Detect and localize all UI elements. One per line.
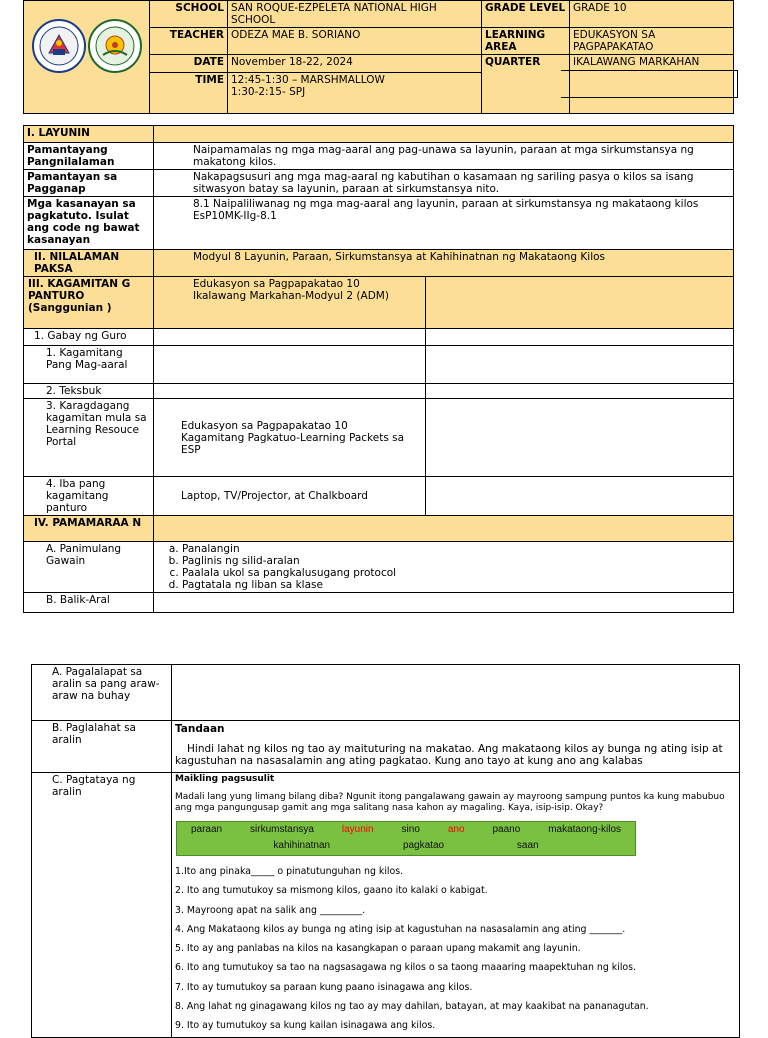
karagdagang-text: Edukasyon sa Pagpapakatao 10 Kagamitang Pagkatuo-Learning Packets sa ESP	[154, 399, 426, 477]
paglalapat-value	[172, 665, 740, 721]
word-bank-word: layunin	[341, 824, 374, 835]
word-bank-word: kahihinatnan	[273, 840, 331, 851]
tandaan-text: Hindi lahat ng kilos ng tao ay maituturing na makatao. Ang makataong kilos ay bunga ng ating isip at kagustuhan na nasasalamin ang ating pagkatao. Kung ano tayo at kung ano ang kalabas	[175, 743, 723, 767]
quarter-value: IKALAWANG MARKAHAN	[570, 55, 734, 114]
word-bank-word: paano	[492, 824, 521, 835]
teksbuk-value	[154, 384, 426, 399]
word-bank-word: saan	[516, 840, 539, 851]
time-value: 12:45-1:30 – MARSHMALLOW 1:30-2:15- SPJ	[228, 73, 482, 114]
objectives-table	[23, 125, 734, 613]
pamantayang-pangnilalaman-label: Pamantayang Pangnilalaman	[24, 143, 154, 170]
maikling-title: Maikling pagsusulit	[175, 774, 275, 784]
quiz-question: 3. Mayroong apat na salik ang _________.	[175, 904, 366, 916]
kasanayan-text: 8.1 Naipaliliwanag ng mga mag-aaral ang layunin, paraan at sirkumstansya ng makataong kilos EsP10MK-IIg-8.1	[154, 197, 734, 250]
kasanayan-label: Mga kasanayan sa pagkatuto. Isulat ang code ng bawat kasanayan	[24, 197, 154, 250]
list-item: b. Paglinis ng silid-aralan	[182, 555, 730, 567]
list-item: c. Paalala ukol sa pangkalusugang protocol	[182, 567, 730, 579]
list-item: a. Panalangin	[182, 543, 730, 555]
pamamaraan-empty	[154, 516, 734, 542]
question-list	[175, 862, 736, 1036]
nilalaman-label: II. NILALAMAN PAKSA	[24, 250, 154, 277]
tandaan-cell	[172, 721, 740, 773]
teacher-value: ODEZA MAE B. SORIANO	[228, 28, 482, 55]
grade-level-value: GRADE 10	[570, 1, 734, 28]
deped-seal-icon	[32, 19, 86, 73]
layunin-empty	[154, 126, 734, 143]
panimulang-list	[154, 543, 730, 591]
iba-text: Laptop, TV/Projector, at Chalkboard	[154, 477, 426, 516]
tandaan-title: Tandaan	[175, 723, 225, 735]
teksbuk-extra	[426, 384, 734, 399]
teksbuk-label: 2. Teksbuk	[24, 384, 154, 399]
iba-extra	[426, 477, 734, 516]
kagamitang-value	[154, 346, 426, 384]
pamantayang-pangnilalaman-text: Naipamamalas ng mga mag-aaral ang pag-unawa sa layunin, paraan at mga sirkumstansya ng makatong kilos.	[154, 143, 734, 170]
quiz-question: 1.Ito ang pinaka_____ o pinatutunguhan ng kilos.	[175, 866, 404, 877]
balik-aral-value	[154, 593, 734, 613]
balik-aral-label: B. Balik-Aral	[24, 593, 154, 613]
date-value: November 18-22, 2024	[228, 55, 482, 73]
panimulang-list-cell	[154, 542, 734, 593]
procedure-table	[31, 664, 740, 1038]
quiz-question: 9. Ito ay tumutukoy sa kung kailan isinagawa ang kilos.	[175, 1020, 436, 1032]
kagamitang-extra	[426, 346, 734, 384]
learning-area-value: EDUKASYON SA PAGPAPAKATAO	[570, 28, 734, 55]
teacher-label: TEACHER	[150, 28, 228, 55]
time-label: TIME	[150, 73, 228, 114]
nilalaman-text: Modyul 8 Layunin, Paraan, Sirkumstansya at Kahihinatnan ng Makataong Kilos	[154, 250, 734, 277]
kagamitang-label: 1. Kagamitang Pang Mag-aaral	[24, 346, 154, 384]
paglalapat-label: A. Pagalalapat sa aralin sa pang araw-araw na buhay	[32, 665, 172, 721]
word-bank-row	[177, 838, 635, 854]
pamamaraan-label: IV. PAMAMARAA N	[24, 516, 154, 542]
quarter-label: QUARTER	[482, 55, 570, 114]
quiz-cell	[172, 773, 740, 1038]
quiz-question: 5. Ito ay ang panlabas na kilos na kasangkapan o paraan upang makamit ang layunin.	[175, 943, 581, 955]
school-seal-icon	[88, 19, 142, 73]
pagtataya-label: C. Pagtataya ng aralin	[32, 773, 172, 1038]
gabay-label: 1. Gabay ng Guro	[24, 329, 154, 346]
paglalahat-label: B. Paglalahat sa aralin	[32, 721, 172, 773]
word-bank-word: ano	[447, 824, 465, 835]
learning-area-label: LEARNING AREA	[482, 28, 570, 55]
quiz-question: 6. Ito ang tumutukoy sa tao na nagsasagawa ng kilos o sa taong maaaring maapektuhan ng kilos.	[175, 962, 637, 974]
kagamitan-text: Edukasyon sa Pagpapakatao 10 Ikalawang Markahan-Modyul 2 (ADM)	[154, 277, 426, 329]
list-item: d. Pagtatala ng liban sa klase	[182, 579, 730, 591]
word-bank-word: paraan	[190, 824, 223, 835]
grade-level-label: GRADE LEVEL	[482, 1, 570, 28]
pamantayan-pagganap-text: Nakapagsusuri ang mga mag-aaral ng kabutihan o kasamaan ng sariling pasya o kilos sa isang sitwasyon batay sa layunin, paraan at sirkumstansya nito.	[154, 170, 734, 197]
word-bank-word: sirkumstansya	[250, 824, 314, 835]
iba-label: 4. Iba pang kagamitang panturo	[24, 477, 154, 516]
layunin-heading: I. LAYUNIN	[24, 126, 154, 143]
gabay-extra	[426, 329, 734, 346]
word-bank	[176, 821, 636, 856]
pamantayan-pagganap-label: Pamantayan sa Pagganap	[24, 170, 154, 197]
panimulang-label: A. Panimulang Gawain	[24, 542, 154, 593]
quiz-instructions: Madali lang yung limang bilang diba? Ngunit itong pangalawang gawain ay mayroong sampung puntos ka kung mabubuo ang mga pangungusap gamit ang mga salitang nasa kahon ay magaling. Kaya, isip-isip. Okay?	[175, 792, 725, 813]
school-value: SAN ROQUE-EZPELETA NATIONAL HIGH SCHOOL	[228, 1, 482, 28]
quiz-question: 4. Ang Makataong kilos ay bunga ng ating isip at kagustuhan na nasasalamin ang ating _______.	[175, 923, 626, 935]
word-bank-word: makataong-kilos	[548, 824, 622, 835]
logo-cell	[24, 1, 150, 114]
quiz-question: 7. Ito ay tumutukoy sa paraan kung paano isinagawa ang kilos.	[175, 981, 473, 993]
quiz-question: 8. Ang lahat ng ginagawang kilos ng tao ay may dahilan, batayan, at may kaakibat na pananagutan.	[175, 1001, 649, 1013]
karagdagang-extra	[426, 399, 734, 477]
karagdagang-label: 3. Karagdagang kagamitan mula sa Learning Resouce Portal	[24, 399, 154, 477]
underlying-border-fragment	[561, 70, 738, 98]
lesson-plan-page-1	[23, 0, 768, 606]
kagamitan-empty	[426, 277, 734, 329]
word-bank-word: sino	[401, 824, 420, 835]
gabay-value	[154, 329, 426, 346]
school-label: SCHOOL	[150, 1, 228, 28]
kagamitan-label: III. KAGAMITAN G PANTURO (Sanggunian )	[24, 277, 154, 329]
quiz-question: 2. Ito ang tumutukoy sa mismong kilos, gaano ito kalaki o kabigat.	[175, 885, 488, 897]
lesson-plan-page-2	[31, 664, 740, 1032]
word-bank-row	[177, 822, 635, 838]
date-label: DATE	[150, 55, 228, 73]
word-bank-word: pagkatao	[402, 840, 445, 851]
